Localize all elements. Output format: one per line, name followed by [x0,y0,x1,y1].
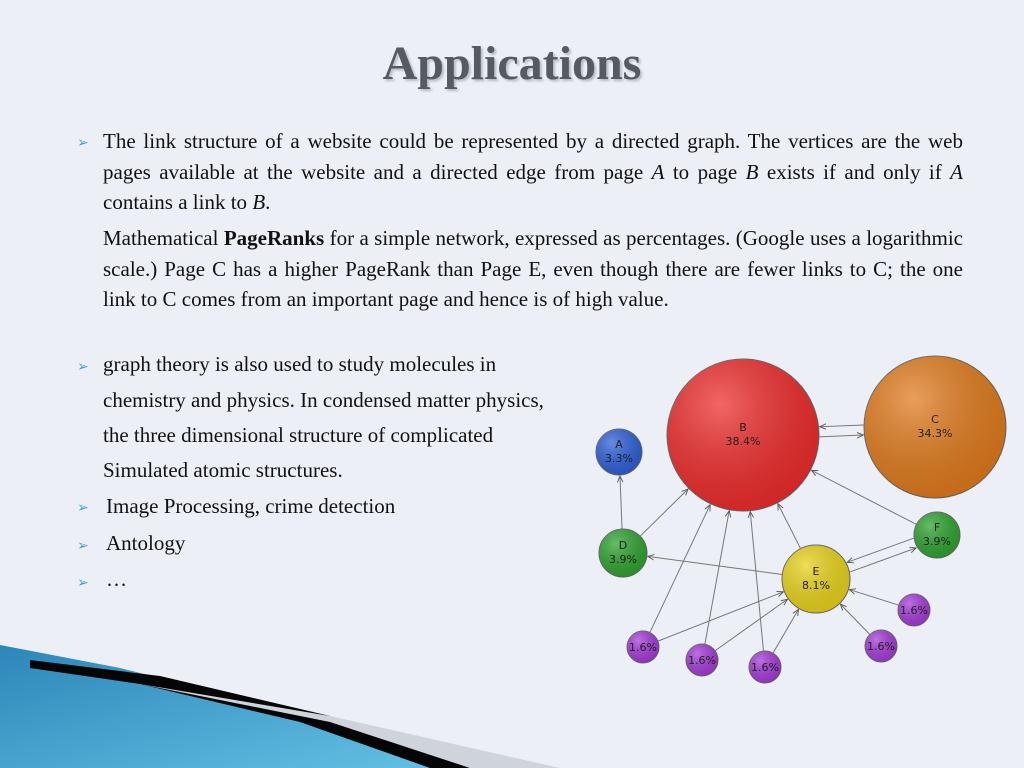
node-value-e: 8.1% [802,579,830,592]
node-name-e: E [812,565,820,578]
edge-P1-to-E [658,592,784,641]
node-a [596,429,642,475]
pagerank-paragraph: Mathematical PageRanks for a simple network, expressed as percentages. (Google uses a logarithmic scale.) Page C has a higher PageRank than Page E, even though there are fewer links to C; the one link to C comes from an important page and hence is of high value. [103,226,964,311]
node-d [599,529,647,577]
node-p3 [749,651,781,683]
bullet-2-line-1: graph theory is also used to study molecules in [103,352,497,376]
edge-P2-to-B [705,511,729,645]
node-b [667,359,819,511]
bullet-2-marker: ➢ [77,359,89,375]
node-p2 [686,644,718,676]
node-value-d: 3.9% [609,553,637,566]
bullet-5-text: … [106,567,127,591]
node-value-p4: 1.6% [867,640,895,653]
node-f [914,512,960,558]
node-value-a: 3.3% [605,452,633,465]
edge-P4-to-E [840,604,869,634]
bullet-3-marker: ➢ [77,500,89,516]
edge-P2-to-E [715,599,787,650]
node-c [864,356,1006,498]
node-value-p2: 1.6% [688,654,716,667]
edge-F-to-E [847,538,913,562]
node-p4 [865,630,897,662]
slide-title: Applications [382,37,642,90]
node-name-d: D [618,539,628,552]
node-value-p5: 1.6% [900,604,928,617]
bullet-5-marker: ➢ [77,575,89,591]
edge-C-to-B [820,425,864,427]
node-e [782,545,850,613]
edge-D-to-B [640,489,688,536]
edge-P5-to-E [849,590,898,606]
node-p5 [898,594,930,626]
node-value-b: 38.4% [725,435,761,448]
node-value-p1: 1.6% [629,641,657,654]
node-value-c: 34.3% [917,427,953,440]
bullet-3-text: Image Processing, crime detection [106,494,396,518]
bullet-4-marker: ➢ [77,538,89,554]
node-name-a: A [615,438,623,451]
bullet-2-line-3: the three dimensional structure of complicated [103,423,494,447]
edge-B-to-C [819,435,863,437]
edge-E-to-D [648,556,783,574]
node-name-c: C [931,413,939,426]
bullet-4-text: Antology [106,531,186,555]
node-value-f: 3.9% [923,535,951,548]
bullet-2-line-4: Simulated atomic structures. [103,458,343,482]
bullet-1-text: The link structure of a website could be represented by a directed graph. The vertices are the web pages available at the website and a directed edge from page A to page B exists if and only if A contains a link to B. [103,129,963,214]
edge-E-to-B [778,504,801,549]
edge-P1-to-B [650,505,710,633]
node-p1 [627,631,659,663]
node-value-p3: 1.6% [751,661,779,674]
node-name-f: F [933,521,941,534]
bullet-2-line-2: chemistry and physics. In condensed matter physics, [103,388,544,412]
edge-E-to-F [850,548,916,572]
edge-P3-to-E [773,609,798,653]
node-name-b: B [739,421,747,434]
edge-D-to-A [620,476,622,529]
edge-P3-to-B [750,512,763,651]
bullet-1-marker: ➢ [77,135,89,151]
